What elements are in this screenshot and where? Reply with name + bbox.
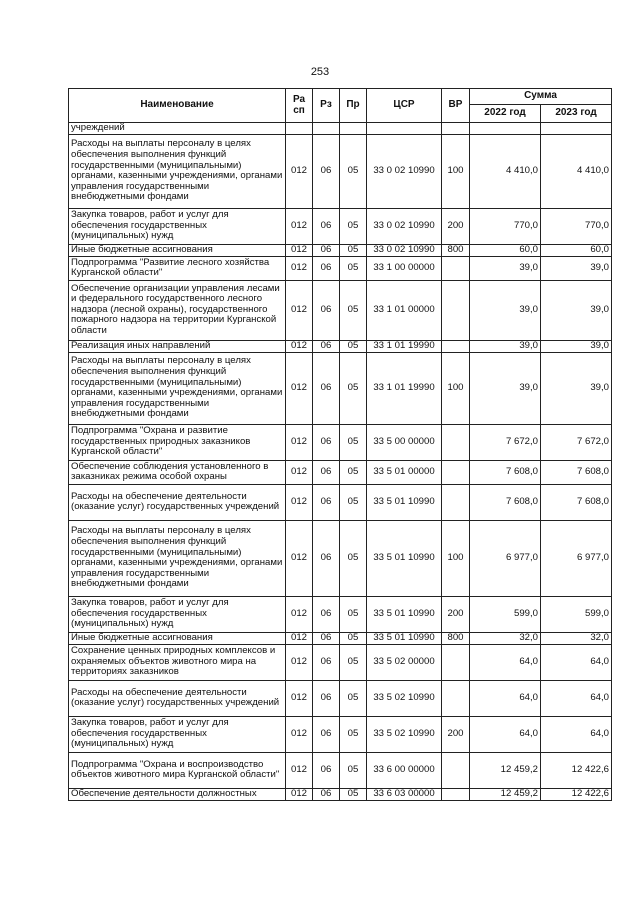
row-rasp: 012 — [286, 244, 313, 256]
row-name: Подпрограмма "Охрана и развитие государственных природных заказников Курганской области" — [69, 424, 286, 460]
row-csr: 33 5 02 10990 — [367, 680, 442, 716]
row-name: Подпрограмма "Развитие лесного хозяйства Курганской области" — [69, 256, 286, 280]
row-pr: 05 — [340, 788, 367, 800]
row-sum-2022: 39,0 — [470, 280, 541, 340]
row-vr: 200 — [442, 596, 470, 632]
row-csr: 33 1 00 00000 — [367, 256, 442, 280]
row-pr: 05 — [340, 340, 367, 352]
row-pr: 05 — [340, 280, 367, 340]
row-sum-2022: 7 672,0 — [470, 424, 541, 460]
row-sum-2023: 60,0 — [541, 244, 612, 256]
row-pr: 05 — [340, 424, 367, 460]
table-body — [69, 123, 612, 801]
row-rasp: 012 — [286, 752, 313, 788]
row-rasp: 012 — [286, 280, 313, 340]
row-sum-2023: 7 608,0 — [541, 484, 612, 520]
table-row — [69, 256, 612, 280]
row-vr: 100 — [442, 520, 470, 596]
row-rasp: 012 — [286, 208, 313, 244]
row-pr: 05 — [340, 134, 367, 208]
page-number: 253 — [310, 66, 330, 78]
table-row — [69, 596, 612, 632]
row-sum-2023: 39,0 — [541, 352, 612, 424]
table-row — [69, 484, 612, 520]
row-name: Обеспечение соблюдения установленного в заказниках режима особой охраны — [69, 460, 286, 484]
row-rasp: 012 — [286, 340, 313, 352]
row-vr — [442, 484, 470, 520]
header-name: Наименование — [69, 89, 286, 123]
row-csr: 33 1 01 19990 — [367, 340, 442, 352]
header-csr: ЦСР — [367, 89, 442, 123]
header-vr: ВР — [442, 89, 470, 123]
row-rz: 06 — [313, 788, 340, 800]
row-vr: 800 — [442, 244, 470, 256]
row-sum-2022: 770,0 — [470, 208, 541, 244]
row-name: Подпрограмма "Охрана и воспроизводство объектов животного мира Курганской области" — [69, 752, 286, 788]
row-pr: 05 — [340, 520, 367, 596]
row-pr: 05 — [340, 244, 367, 256]
row-rz: 06 — [313, 340, 340, 352]
row-vr — [442, 752, 470, 788]
row-name: Расходы на выплаты персоналу в целях обеспечения выполнения функций государственными (муниципальными) органами, казенными учреждениями, органами управления государственными внебюджетными фондами — [69, 520, 286, 596]
row-sum-2022: 6 977,0 — [470, 520, 541, 596]
row-pr: 05 — [340, 460, 367, 484]
row-csr: 33 5 02 10990 — [367, 716, 442, 752]
table-row — [69, 352, 612, 424]
table-row — [69, 208, 612, 244]
row-csr: 33 0 02 10990 — [367, 244, 442, 256]
table-row — [69, 460, 612, 484]
row-rz: 06 — [313, 352, 340, 424]
row-rz: 06 — [313, 424, 340, 460]
row-sum-2022: 12 459,2 — [470, 788, 541, 800]
row-sum-2023: 12 422,6 — [541, 752, 612, 788]
row-vr — [442, 644, 470, 680]
row-pr: 05 — [340, 256, 367, 280]
row-pr: 05 — [340, 644, 367, 680]
row-sum-2023: 7 672,0 — [541, 424, 612, 460]
row-rasp: 012 — [286, 632, 313, 644]
row-name: Закупка товаров, работ и услуг для обеспечения государственных (муниципальных) нужд — [69, 208, 286, 244]
row-csr: 33 6 03 00000 — [367, 788, 442, 800]
row-rz: 06 — [313, 680, 340, 716]
row-sum-2022: 60,0 — [470, 244, 541, 256]
row-rz: 06 — [313, 244, 340, 256]
header-year-2022: 2022 год — [470, 105, 541, 123]
table-row — [69, 632, 612, 644]
row-sum-2023: 12 422,6 — [541, 788, 612, 800]
header-rasp-line1: Ра — [292, 93, 306, 105]
row-rasp: 012 — [286, 352, 313, 424]
row-name: Расходы на обеспечение деятельности (оказание услуг) государственных учреждений — [69, 680, 286, 716]
row-rz: 06 — [313, 644, 340, 680]
row-rz: 06 — [313, 460, 340, 484]
row-vr — [442, 340, 470, 352]
table-row — [69, 716, 612, 752]
table-row — [69, 752, 612, 788]
row-rasp: 012 — [286, 424, 313, 460]
row-pr: 05 — [340, 716, 367, 752]
row-rasp: 012 — [286, 134, 313, 208]
row-sum-2023: 39,0 — [541, 280, 612, 340]
row-sum-2022: 39,0 — [470, 352, 541, 424]
row-vr — [442, 680, 470, 716]
row-pr: 05 — [340, 484, 367, 520]
budget-table — [68, 88, 612, 801]
row-name: Иные бюджетные ассигнования — [69, 244, 286, 256]
table-row — [69, 680, 612, 716]
row-csr: 33 5 01 00000 — [367, 460, 442, 484]
row-pr: 05 — [340, 752, 367, 788]
row-pr: 05 — [340, 680, 367, 716]
row-sum-2022: 7 608,0 — [470, 460, 541, 484]
row-name: Закупка товаров, работ и услуг для обеспечения государственных (муниципальных) нужд — [69, 716, 286, 752]
row-name: Иные бюджетные ассигнования — [69, 632, 286, 644]
row-vr: 200 — [442, 208, 470, 244]
row-name: Расходы на выплаты персоналу в целях обеспечения выполнения функций государственными (муниципальными) органами, казенными учреждениями, органами управления государственными внебюджетными фондами — [69, 134, 286, 208]
row-name: Расходы на выплаты персоналу в целях обеспечения выполнения функций государственными (муниципальными) органами, казенными учреждениями, органами управления государственными внебюджетными фондами — [69, 352, 286, 424]
row-sum-2022: 12 459,2 — [470, 752, 541, 788]
row-sum-2023: 7 608,0 — [541, 460, 612, 484]
row-csr: 33 5 01 10990 — [367, 596, 442, 632]
row-name: Закупка товаров, работ и услуг для обеспечения государственных (муниципальных) нужд — [69, 596, 286, 632]
row-rz: 06 — [313, 484, 340, 520]
row-sum-2022: 39,0 — [470, 256, 541, 280]
table-row — [69, 244, 612, 256]
row-pr: 05 — [340, 352, 367, 424]
table-row — [69, 788, 612, 800]
header-rasp-line2: сп — [293, 104, 305, 116]
table-row — [69, 280, 612, 340]
row-vr: 100 — [442, 134, 470, 208]
row-sum-2023: 32,0 — [541, 632, 612, 644]
row-sum-2023: 4 410,0 — [541, 134, 612, 208]
row-sum-2022: 39,0 — [470, 340, 541, 352]
row-csr: 33 5 01 10990 — [367, 632, 442, 644]
row-rz: 06 — [313, 596, 340, 632]
row-sum-2023: 6 977,0 — [541, 520, 612, 596]
row-csr: 33 0 02 10990 — [367, 134, 442, 208]
row-csr: 33 5 02 00000 — [367, 644, 442, 680]
row-sum-2022: 64,0 — [470, 680, 541, 716]
row-sum-2022: 599,0 — [470, 596, 541, 632]
table-header — [69, 89, 612, 123]
row-rz: 06 — [313, 752, 340, 788]
row-vr — [442, 424, 470, 460]
header-pr: Пр — [340, 89, 367, 123]
row-sum-2022: 32,0 — [470, 632, 541, 644]
table-row — [69, 424, 612, 460]
row-vr — [442, 280, 470, 340]
row-rasp: 012 — [286, 788, 313, 800]
row-name: Реализация иных направлений — [69, 340, 286, 352]
row-sum-2023: 770,0 — [541, 208, 612, 244]
table-row — [69, 134, 612, 208]
row-sum-2023: 64,0 — [541, 680, 612, 716]
table-row — [69, 520, 612, 596]
row-rz: 06 — [313, 134, 340, 208]
row-vr — [442, 256, 470, 280]
header-summa: Сумма — [470, 89, 612, 105]
row-pr: 05 — [340, 596, 367, 632]
row-sum-2023: 39,0 — [541, 340, 612, 352]
row-sum-2023: 64,0 — [541, 716, 612, 752]
row-sum-2023: 599,0 — [541, 596, 612, 632]
row-rz: 06 — [313, 520, 340, 596]
row-rasp: 012 — [286, 256, 313, 280]
row-sum-2022: 64,0 — [470, 716, 541, 752]
row-vr: 200 — [442, 716, 470, 752]
row-rasp: 012 — [286, 460, 313, 484]
row-csr: 33 5 01 10990 — [367, 484, 442, 520]
row-rasp: 012 — [286, 596, 313, 632]
row-rz: 06 — [313, 632, 340, 644]
row-vr: 100 — [442, 352, 470, 424]
header-year-2023: 2023 год — [541, 105, 612, 123]
row-csr: 33 0 02 10990 — [367, 208, 442, 244]
row-vr: 800 — [442, 632, 470, 644]
table-row — [69, 340, 612, 352]
row-sum-2022: 64,0 — [470, 644, 541, 680]
row-name: Расходы на обеспечение деятельности (оказание услуг) государственных учреждений — [69, 484, 286, 520]
continuation-text: учреждений — [69, 123, 286, 135]
row-name: Обеспечение организации управления лесами и федерального государственного лесного надзора (лесной охраны), государственного пожарного надзора на территории Курганской области — [69, 280, 286, 340]
row-sum-2022: 7 608,0 — [470, 484, 541, 520]
row-rz: 06 — [313, 256, 340, 280]
row-rz: 06 — [313, 208, 340, 244]
row-name: Сохранение ценных природных комплексов и охраняемых объектов животного мира на территориях заказников — [69, 644, 286, 680]
header-rasp — [286, 89, 313, 123]
row-csr: 33 5 01 10990 — [367, 520, 442, 596]
row-rz: 06 — [313, 716, 340, 752]
row-csr: 33 1 01 19990 — [367, 352, 442, 424]
row-rz: 06 — [313, 280, 340, 340]
continuation-row — [69, 123, 612, 135]
row-rasp: 012 — [286, 484, 313, 520]
row-pr: 05 — [340, 632, 367, 644]
row-rasp: 012 — [286, 716, 313, 752]
row-rasp: 012 — [286, 680, 313, 716]
row-csr: 33 6 00 00000 — [367, 752, 442, 788]
row-vr — [442, 460, 470, 484]
row-sum-2023: 39,0 — [541, 256, 612, 280]
row-sum-2023: 64,0 — [541, 644, 612, 680]
header-rz: Рз — [313, 89, 340, 123]
row-pr: 05 — [340, 208, 367, 244]
row-name: Обеспечение деятельности должностных — [69, 788, 286, 800]
row-csr: 33 5 00 00000 — [367, 424, 442, 460]
row-rasp: 012 — [286, 644, 313, 680]
row-sum-2022: 4 410,0 — [470, 134, 541, 208]
row-rasp: 012 — [286, 520, 313, 596]
row-csr: 33 1 01 00000 — [367, 280, 442, 340]
row-vr — [442, 788, 470, 800]
table-row — [69, 644, 612, 680]
